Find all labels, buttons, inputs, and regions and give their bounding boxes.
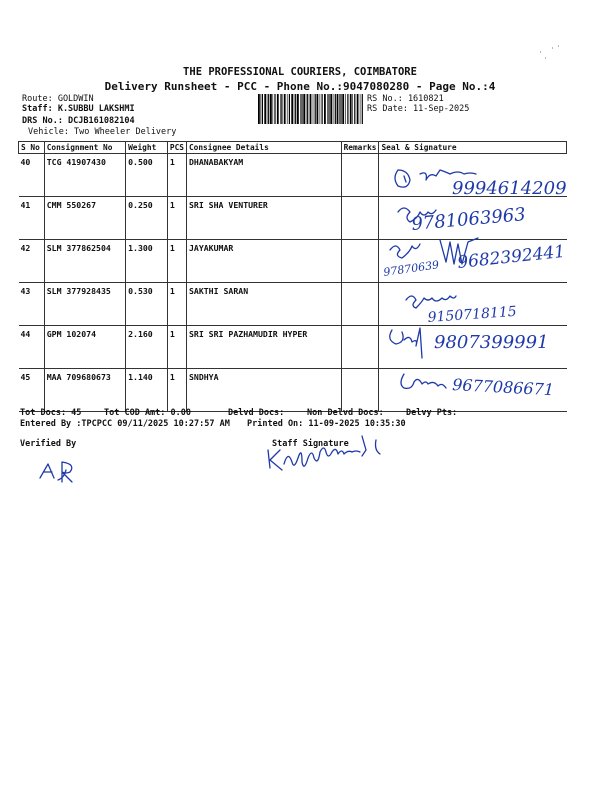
- cell-consignee: JAYAKUMAR: [186, 240, 341, 283]
- staff-signature-label: Staff Signature: [272, 439, 349, 449]
- barcode-bar: [328, 94, 329, 124]
- barcode-bar: [261, 94, 262, 124]
- barcode-bar: [340, 94, 341, 124]
- cell-remarks: [341, 326, 379, 369]
- cell-sno: 45: [19, 369, 45, 412]
- table-row: [19, 283, 567, 326]
- tot-docs: Tot Docs: 45: [20, 408, 82, 418]
- cell-weight: 1.300: [126, 240, 168, 283]
- rs-date: RS Date: 11-Sep-2025: [367, 104, 470, 114]
- barcode-bar: [345, 94, 346, 124]
- scan-speck: [540, 46, 559, 58]
- barcode-bar: [354, 94, 355, 124]
- cell-consignment: CMM 550267: [44, 197, 125, 240]
- cell-pcs: 1: [167, 154, 186, 197]
- signature-phone: 9994614209: [452, 178, 567, 199]
- barcode-bar: [327, 94, 328, 124]
- cell-consignment: TCG 41907430: [44, 154, 125, 197]
- barcode-bar: [339, 94, 340, 124]
- cell-signature: [379, 369, 567, 412]
- barcode-bar: [258, 94, 260, 124]
- cell-weight: 0.530: [126, 283, 168, 326]
- tot-cod: Tot COD Amt: 0.00: [104, 408, 191, 418]
- barcode-bar: [313, 94, 314, 124]
- barcode-bar: [277, 94, 279, 124]
- barcode-bar: [273, 94, 274, 124]
- table-row: [19, 369, 567, 412]
- barcode-bar: [274, 94, 275, 124]
- barcode-bar: [268, 94, 269, 124]
- cell-consignment: SLM 377928435: [44, 283, 125, 326]
- cell-pcs: 1: [167, 369, 186, 412]
- drs-label: DRS No.: DCJB161082104: [22, 116, 135, 126]
- cell-signature: [379, 283, 567, 326]
- barcode-bar: [350, 94, 352, 124]
- barcode-bar: [262, 94, 263, 124]
- table-row: [19, 240, 567, 283]
- cell-weight: 0.500: [126, 154, 168, 197]
- cell-signature: [379, 197, 567, 240]
- signature-phone: 9677086671: [451, 375, 555, 400]
- barcode-bar: [267, 94, 268, 124]
- table-row: [19, 326, 567, 369]
- rs-number: RS No.: 1610821: [367, 94, 444, 104]
- cell-remarks: [341, 283, 379, 326]
- cell-pcs: 1: [167, 283, 186, 326]
- barcode-bar: [287, 94, 288, 124]
- verified-signature: [40, 462, 72, 482]
- barcode-bar: [333, 94, 334, 124]
- cell-consignee: DHANABAKYAM: [186, 154, 341, 197]
- col-weight: Weight: [126, 142, 168, 154]
- signature-phone: 9682392441: [456, 241, 567, 273]
- signature-phone: 9807399991: [434, 332, 549, 353]
- cell-consignee: SRI SHA VENTURER: [186, 197, 341, 240]
- barcode-bar: [322, 94, 323, 124]
- cell-weight: 1.140: [126, 369, 168, 412]
- barcode-bar: [289, 94, 290, 124]
- barcode-bar: [347, 94, 348, 124]
- runsheet-table: [18, 141, 567, 412]
- barcode-bar: [281, 94, 282, 124]
- printed-on: Printed On: 11-09-2025 10:35:30: [247, 419, 406, 429]
- barcode-bar: [294, 94, 295, 124]
- cell-weight: 2.160: [126, 326, 168, 369]
- barcode-bar: [300, 94, 301, 124]
- route-label: Route: GOLDWIN: [22, 94, 94, 104]
- barcode-bar: [360, 94, 361, 124]
- cell-consignment: GPM 102074: [44, 326, 125, 369]
- cell-signature: [379, 326, 567, 369]
- table-row: [19, 154, 567, 197]
- barcode-bar: [270, 94, 272, 124]
- cell-sno: 41: [19, 197, 45, 240]
- barcode-bar: [330, 94, 332, 124]
- barcode-bar: [291, 94, 293, 124]
- barcode-bar: [357, 94, 359, 124]
- cell-consignment: MAA 709680673: [44, 369, 125, 412]
- barcode-bar: [301, 94, 302, 124]
- signature-phone: 9150718115: [427, 303, 518, 326]
- cell-consignee: SNDHYA: [186, 369, 341, 412]
- col-remarks: Remarks: [341, 142, 379, 154]
- barcode-bar: [264, 94, 266, 124]
- delvy-pts: Delvy Pts:: [406, 408, 458, 418]
- cell-sno: 42: [19, 240, 45, 283]
- vehicle-label: Vehicle: Two Wheeler Delivery: [28, 127, 177, 137]
- col-pcs: PCS: [167, 142, 186, 154]
- barcode-bar: [303, 94, 305, 124]
- cell-consignment: SLM 377862504: [44, 240, 125, 283]
- barcode-bar: [310, 94, 312, 124]
- cell-remarks: [341, 240, 379, 283]
- barcode-bar: [295, 94, 296, 124]
- non-delvd-docs: Non Delvd Docs:: [307, 408, 384, 418]
- cell-sno: 40: [19, 154, 45, 197]
- cell-signature: [379, 154, 567, 197]
- delvd-docs: Delvd Docs:: [228, 408, 285, 418]
- cell-sno: 44: [19, 326, 45, 369]
- signature-phone: 9781063963: [410, 204, 527, 235]
- cell-consignee: SAKTHI SARAN: [186, 283, 341, 326]
- barcode-bar: [306, 94, 307, 124]
- barcode-bar: [337, 94, 339, 124]
- cell-remarks: [341, 369, 379, 412]
- barcode-bar: [324, 94, 326, 124]
- col-consignment: Consignment No: [44, 142, 125, 154]
- cell-weight: 0.250: [126, 197, 168, 240]
- barcode-bar: [317, 94, 319, 124]
- cell-remarks: [341, 154, 379, 197]
- barcode-bar: [362, 94, 363, 124]
- barcode-bar: [342, 94, 344, 124]
- cell-pcs: 1: [167, 197, 186, 240]
- col-signature: Seal & Signature: [379, 142, 567, 154]
- col-consignee: Consignee Details: [186, 142, 341, 154]
- svg-text:97870639: 97870639: [382, 258, 440, 279]
- barcode-bar: [320, 94, 321, 124]
- cell-consignee: SRI SRI PAZHAMUDIR HYPER: [186, 326, 341, 369]
- runsheet-title: Delivery Runsheet - PCC - Phone No.:9047080280 - Page No.:4: [104, 80, 496, 93]
- cell-pcs: 1: [167, 326, 186, 369]
- cell-signature: [379, 240, 567, 283]
- barcode-bar: [307, 94, 308, 124]
- barcode-bar: [352, 94, 353, 124]
- col-sno: S No: [19, 142, 45, 154]
- barcode-bar: [335, 94, 336, 124]
- barcode-bar: [315, 94, 316, 124]
- barcode: [258, 94, 363, 124]
- cell-sno: 43: [19, 283, 45, 326]
- cell-remarks: [341, 197, 379, 240]
- table-row: [19, 197, 567, 240]
- company-title: THE PROFESSIONAL COURIERS, COIMBATORE: [183, 66, 417, 78]
- cell-pcs: 1: [167, 240, 186, 283]
- verified-by-label: Verified By: [20, 439, 77, 449]
- barcode-bar: [280, 94, 281, 124]
- barcode-bar: [284, 94, 286, 124]
- staff-label: Staff: K.SUBBU LAKSHMI: [22, 104, 135, 114]
- barcode-bar: [297, 94, 299, 124]
- entered-by: Entered By :TPCPCC 09/11/2025 10:27:57 AM: [20, 419, 230, 429]
